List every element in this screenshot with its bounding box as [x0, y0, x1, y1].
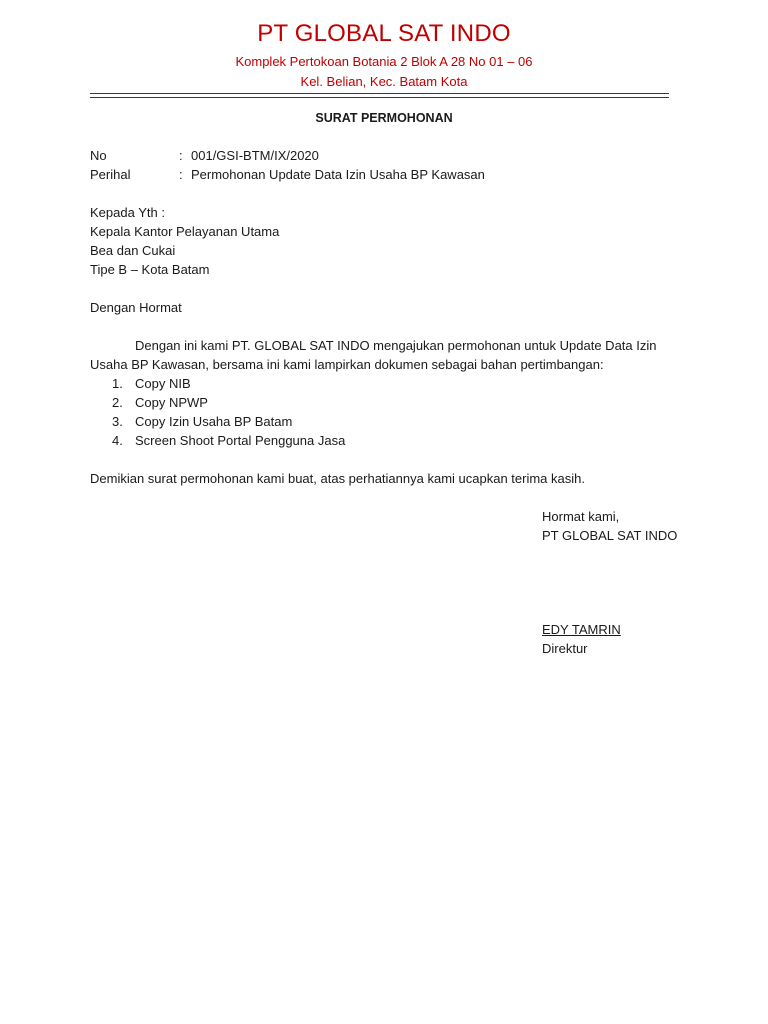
signer-title: Direktur: [542, 641, 588, 656]
signature-company: PT GLOBAL SAT INDO: [542, 528, 678, 543]
meta-label-no: No: [90, 148, 107, 163]
greeting: Dengan Hormat: [90, 300, 182, 315]
list-item: Copy Izin Usaha BP Batam: [135, 414, 293, 429]
address-line-1: Komplek Pertokoan Botania 2 Blok A 28 No 01 – 06: [235, 54, 533, 69]
meta-colon-no: :: [179, 148, 183, 163]
header-rule-bottom: [90, 97, 669, 98]
list-item: Copy NIB: [135, 376, 191, 391]
recipient-line: Kepada Yth :: [90, 205, 165, 220]
meta-value-perihal: Permohonan Update Data Izin Usaha BP Kawasan: [191, 167, 485, 182]
closing-sentence: Demikian surat permohonan kami buat, atas perhatiannya kami ucapkan terima kasih.: [90, 471, 585, 486]
list-item-number: 4.: [112, 433, 123, 448]
recipient-line: Kepala Kantor Pelayanan Utama: [90, 224, 280, 239]
recipient-line: Tipe B – Kota Batam: [90, 262, 210, 277]
header-rule-top: [90, 93, 669, 94]
letter-title: SURAT PERMOHONAN: [315, 111, 453, 125]
address-line-2: Kel. Belian, Kec. Batam Kota: [300, 74, 468, 89]
list-item-number: 3.: [112, 414, 123, 429]
list-item-number: 2.: [112, 395, 123, 410]
body-line-2: Usaha BP Kawasan, bersama ini kami lampirkan dokumen sebagai bahan pertimbangan:: [90, 357, 604, 372]
meta-value-no: 001/GSI-BTM/IX/2020: [191, 148, 319, 163]
company-name: PT GLOBAL SAT INDO: [257, 20, 511, 47]
signer-name: EDY TAMRIN: [542, 622, 621, 637]
body-line-1: Dengan ini kami PT. GLOBAL SAT INDO mengajukan permohonan untuk Update Data Izin: [135, 338, 657, 353]
list-item: Screen Shoot Portal Pengguna Jasa: [135, 433, 346, 448]
signature-salutation: Hormat kami,: [542, 509, 620, 524]
meta-label-perihal: Perihal: [90, 167, 131, 182]
meta-colon-perihal: :: [179, 167, 183, 182]
recipient-line: Bea dan Cukai: [90, 243, 176, 258]
list-item: Copy NPWP: [135, 395, 208, 410]
list-item-number: 1.: [112, 376, 123, 391]
